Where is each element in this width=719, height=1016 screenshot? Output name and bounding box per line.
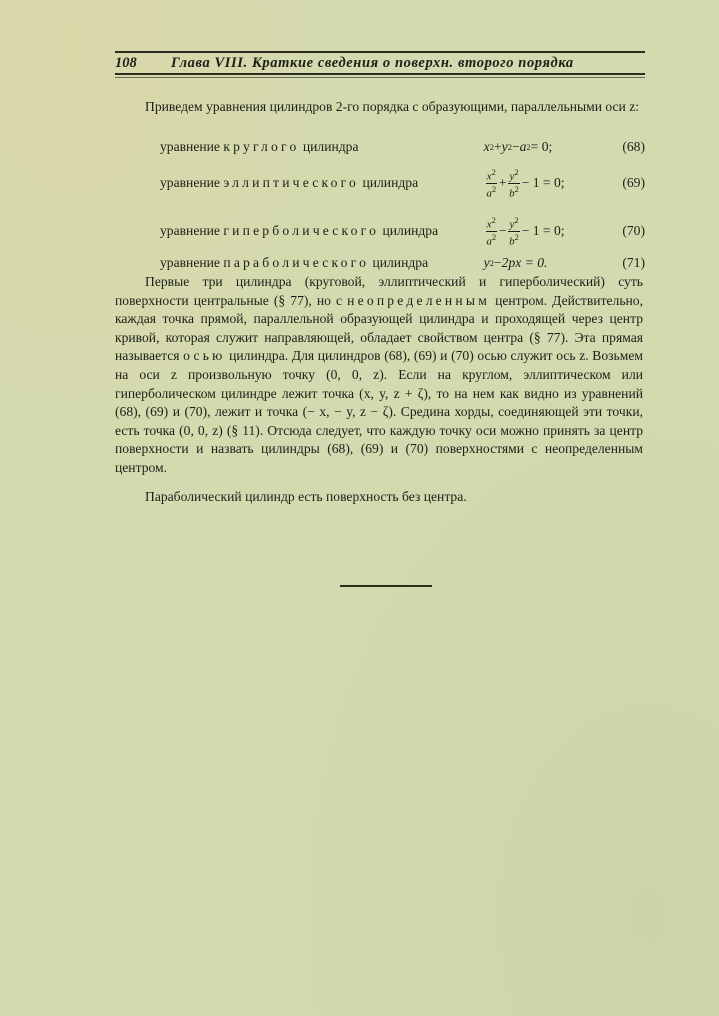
term-2px: 2px = 0. [501, 255, 548, 270]
label-spaced: параболического [223, 255, 370, 270]
exp: 2 [491, 231, 497, 242]
header-rule-bottom-thin [115, 77, 645, 78]
equation-number: (70) [622, 223, 645, 238]
label-prefix: уравнение [160, 139, 220, 154]
exp: 2 [491, 183, 497, 194]
equation-row [160, 139, 645, 155]
equation-row [160, 255, 645, 271]
equation-formula [484, 167, 604, 199]
op: + [498, 175, 507, 190]
exp: 2 [526, 142, 531, 152]
text-run: центром. Действительно, каждая точка прямой, параллельной образующей цилиндра и проходящей через центр кривой, которая служит направляющей, обладает свойством центра (§ 77). Эта прямая называется [115, 292, 643, 364]
op: − [498, 223, 507, 238]
equation-row [160, 214, 645, 248]
page-number: 108 [115, 55, 137, 71]
exp: 2 [514, 166, 519, 177]
section-end-rule [340, 585, 432, 587]
header-rule-top [115, 51, 645, 53]
var-a: a [519, 139, 527, 154]
equation-number: (68) [622, 139, 645, 154]
body-paragraph [115, 273, 643, 478]
var-y: y [501, 139, 508, 154]
label-suffix: цилиндра [372, 255, 429, 270]
equation-formula [484, 255, 604, 271]
op: + [493, 139, 502, 154]
op: − [511, 139, 520, 154]
fraction [486, 167, 497, 199]
exp: 2 [489, 142, 494, 152]
exp: 2 [514, 231, 519, 242]
equation-formula [484, 139, 604, 155]
var-y: y [483, 255, 490, 270]
exp: 2 [491, 166, 496, 177]
fraction [486, 215, 497, 247]
header-rule-bottom [115, 73, 645, 75]
var-a: a [486, 187, 492, 200]
op: = 0; [530, 139, 553, 154]
var-b: b [509, 187, 515, 200]
var-x: x [486, 170, 492, 183]
label-suffix: цилиндра [362, 175, 419, 190]
text-run: цилиндра. Для цилиндров (68), (69) и (70) осью служит ось z. Возьмем на оси z произвольную точку (0, 0, z). Если на круглом, эллиптическом или гиперболическом цилиндре лежит точка (x, y, z + ζ), то на нем как видно из уравнений (68), (69) и (70), лежит и точка (− x, − y, z − ζ). Средина хорды, соединяющей эти точки, есть точка (0, 0, z) (§ 11). Отсюда следует, что каждую точку оси можно принять за центр поверхности и назвать цилиндры (68), (69) и (70) поверхностями с неопределенным центром. [115, 348, 643, 475]
label-prefix: уравнение [160, 175, 220, 190]
equation-label [160, 139, 484, 155]
fraction [508, 167, 519, 199]
equation-label [160, 255, 484, 271]
fraction [508, 215, 519, 247]
equation-number: (71) [622, 255, 645, 270]
var-a: a [486, 235, 492, 248]
label-spaced: круглого [223, 139, 300, 154]
op: − [493, 255, 502, 270]
emphasis-spaced: неопределенным [347, 292, 490, 308]
var-y: y [509, 170, 515, 183]
exp: 2 [514, 183, 519, 194]
var-y: y [509, 218, 515, 231]
var-x: x [483, 139, 490, 154]
chapter-title: Глава VIII. Краткие сведения о поверхн. второго порядка [171, 55, 574, 71]
equation-label [160, 175, 484, 191]
equation-row [160, 166, 645, 200]
intro-paragraph: Приведем уравнения цилиндров 2-го порядка с образующими, параллельными оси z: [145, 99, 640, 114]
var-x: x [486, 218, 492, 231]
equation-number: (69) [622, 175, 645, 190]
exp: 2 [489, 258, 494, 268]
exp: 2 [491, 214, 496, 225]
label-suffix: цилиндра [302, 139, 359, 154]
text-run: Первые три цилиндра (круговой, эллиптический и гиперболический) суть поверхности центральные (§ 77), но с [115, 274, 643, 308]
op: − 1 = 0; [521, 175, 565, 190]
exp: 2 [507, 142, 512, 152]
exp: 2 [514, 214, 519, 225]
equation-label [160, 223, 484, 239]
label-spaced: гиперболического [223, 223, 380, 238]
label-suffix: цилиндра [382, 223, 439, 238]
closing-paragraph: Параболический цилиндр есть поверхность без центра. [145, 489, 467, 504]
label-prefix: уравнение [160, 255, 220, 270]
var-b: b [509, 235, 515, 248]
running-head [115, 54, 645, 72]
label-spaced: эллиптического [223, 175, 360, 190]
label-prefix: уравнение [160, 223, 220, 238]
equation-formula [484, 215, 604, 247]
emphasis-spaced: осью [183, 348, 226, 364]
op: − 1 = 0; [521, 223, 565, 238]
